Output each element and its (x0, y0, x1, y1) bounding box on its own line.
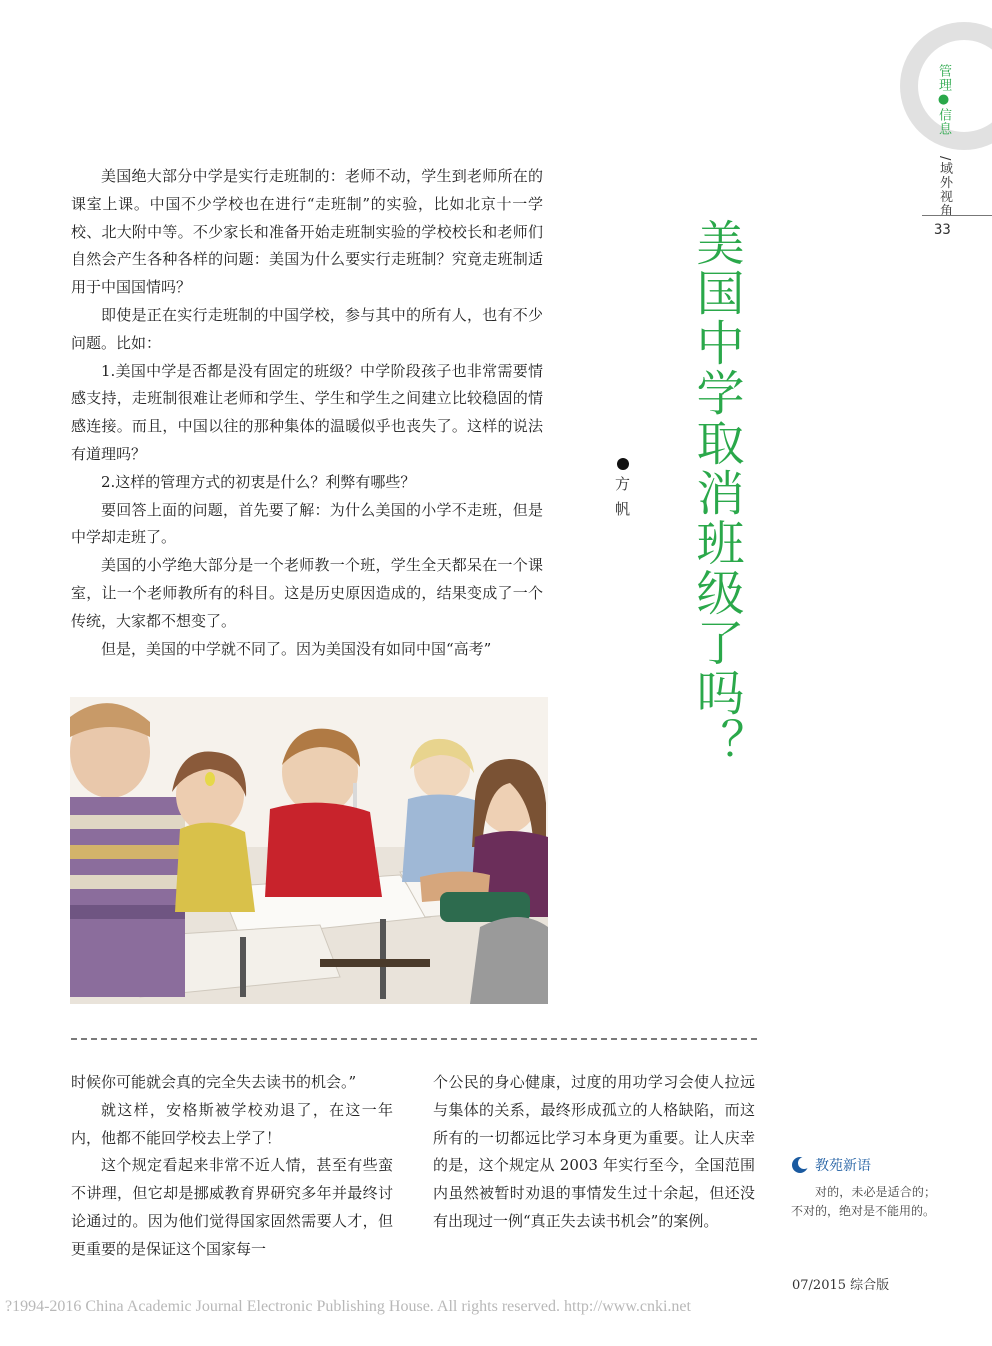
author-name: 方帆 (613, 476, 631, 526)
sidebar-title: 教苑新语 (815, 1158, 871, 1174)
page-number: 33 (934, 222, 951, 238)
article-paragraph: 美国的小学绝大部分是一个老师教一个班，学生全天都呆在一个课室，让一个老师教所有的科目。这是历史原因造成的，结果变成了一个传统，大家都不想变了。 (71, 556, 543, 630)
sidebar-text: 对的，未必是适合的；不对的，绝对是不能用的。 (791, 1185, 936, 1218)
article-title: 美国中学取消班级了吗？ (688, 218, 744, 768)
section-divider (71, 1038, 757, 1040)
article-paragraph: 要回答上面的问题，首先要了解：为什么美国的小学不走班，但是中学却走班了。 (71, 500, 543, 547)
crescent-icon (791, 1156, 809, 1174)
article-paragraph: 就这样，安格斯被学校劝退了，在这一年内，他都不能回学校去上学了！ (71, 1100, 393, 1147)
article-paragraph: 即使是正在实行走班制的中国学校，参与其中的所有人，也有不少问题。比如： (71, 305, 543, 352)
dot-icon: ● (936, 92, 951, 108)
article-paragraph: 但是，美国的中学就不同了。因为美国没有如同中国“高考” (101, 639, 492, 658)
section-tag (900, 20, 992, 230)
sidebar-header (791, 1155, 936, 1175)
article-body (71, 163, 543, 663)
section-tag-category: 管理●信息 (936, 64, 951, 136)
article-paragraph: 这个规定看起来非常不近人情，甚至有些蛮不讲理，但它却是挪威教育界研究多年并最终讨论通过的。因为他们觉得国家固然需要人才，但更重要的是保证这个国家每一 (71, 1156, 393, 1258)
article-paragraph: 1.美国中学是否都是没有固定的班级？中学阶段孩子也非常需要情感支持，走班制很难让老师和学生、学生和学生之间建立比较稳固的情感连接。而且，中国以往的那种集体的温暖似乎也丧失了。这样的说法有道理吗？ (71, 361, 543, 463)
article-paragraph: 美国绝大部分中学是实行走班制的：老师不动，学生到老师所在的课室上课。中国不少学校也在进行“走班制”的实验，比如北京十一学校、北大附中等。不少家长和准备开始走班制实验的学校校长和老师们自然会产生各种各样的问题：美国为什么要实行走班制？究竟走班制适用于中国国情吗？ (71, 167, 543, 297)
section-tag-rule (922, 215, 992, 216)
author-byline (612, 458, 634, 526)
continuation-column-left (71, 1069, 393, 1264)
bullet-icon (617, 458, 629, 470)
sidebar-quote (791, 1155, 936, 1221)
continuation-column-right (433, 1069, 755, 1236)
article-paragraph: 2.这样的管理方式的初衷是什么？利弊有哪些？ (101, 472, 416, 491)
issue-info: 07/2015 综合版 (792, 1278, 890, 1293)
article-paragraph: 个公民的身心健康，过度的用功学习会使人拉远与集体的关系，最终形成孤立的人格缺陷，而这所有的一切都远比学习本身更为重要。让人庆幸的是，这个规定从 2003 年实行至今，全国范围内虽然被暂时劝退的事情发生过十余起，但还没有出现过一例“真正失去读书机会”的案例。 (433, 1073, 755, 1230)
section-tag-column: /域外视角 (937, 156, 952, 218)
classroom-photo (70, 697, 548, 1004)
copyright-watermark: ?1994-2016 China Academic Journal Electronic Publishing House. All rights reserved. http://www.cnki.net (5, 1298, 691, 1315)
article-paragraph: 时候你可能就会真的完全失去读书的机会。” (71, 1073, 357, 1091)
